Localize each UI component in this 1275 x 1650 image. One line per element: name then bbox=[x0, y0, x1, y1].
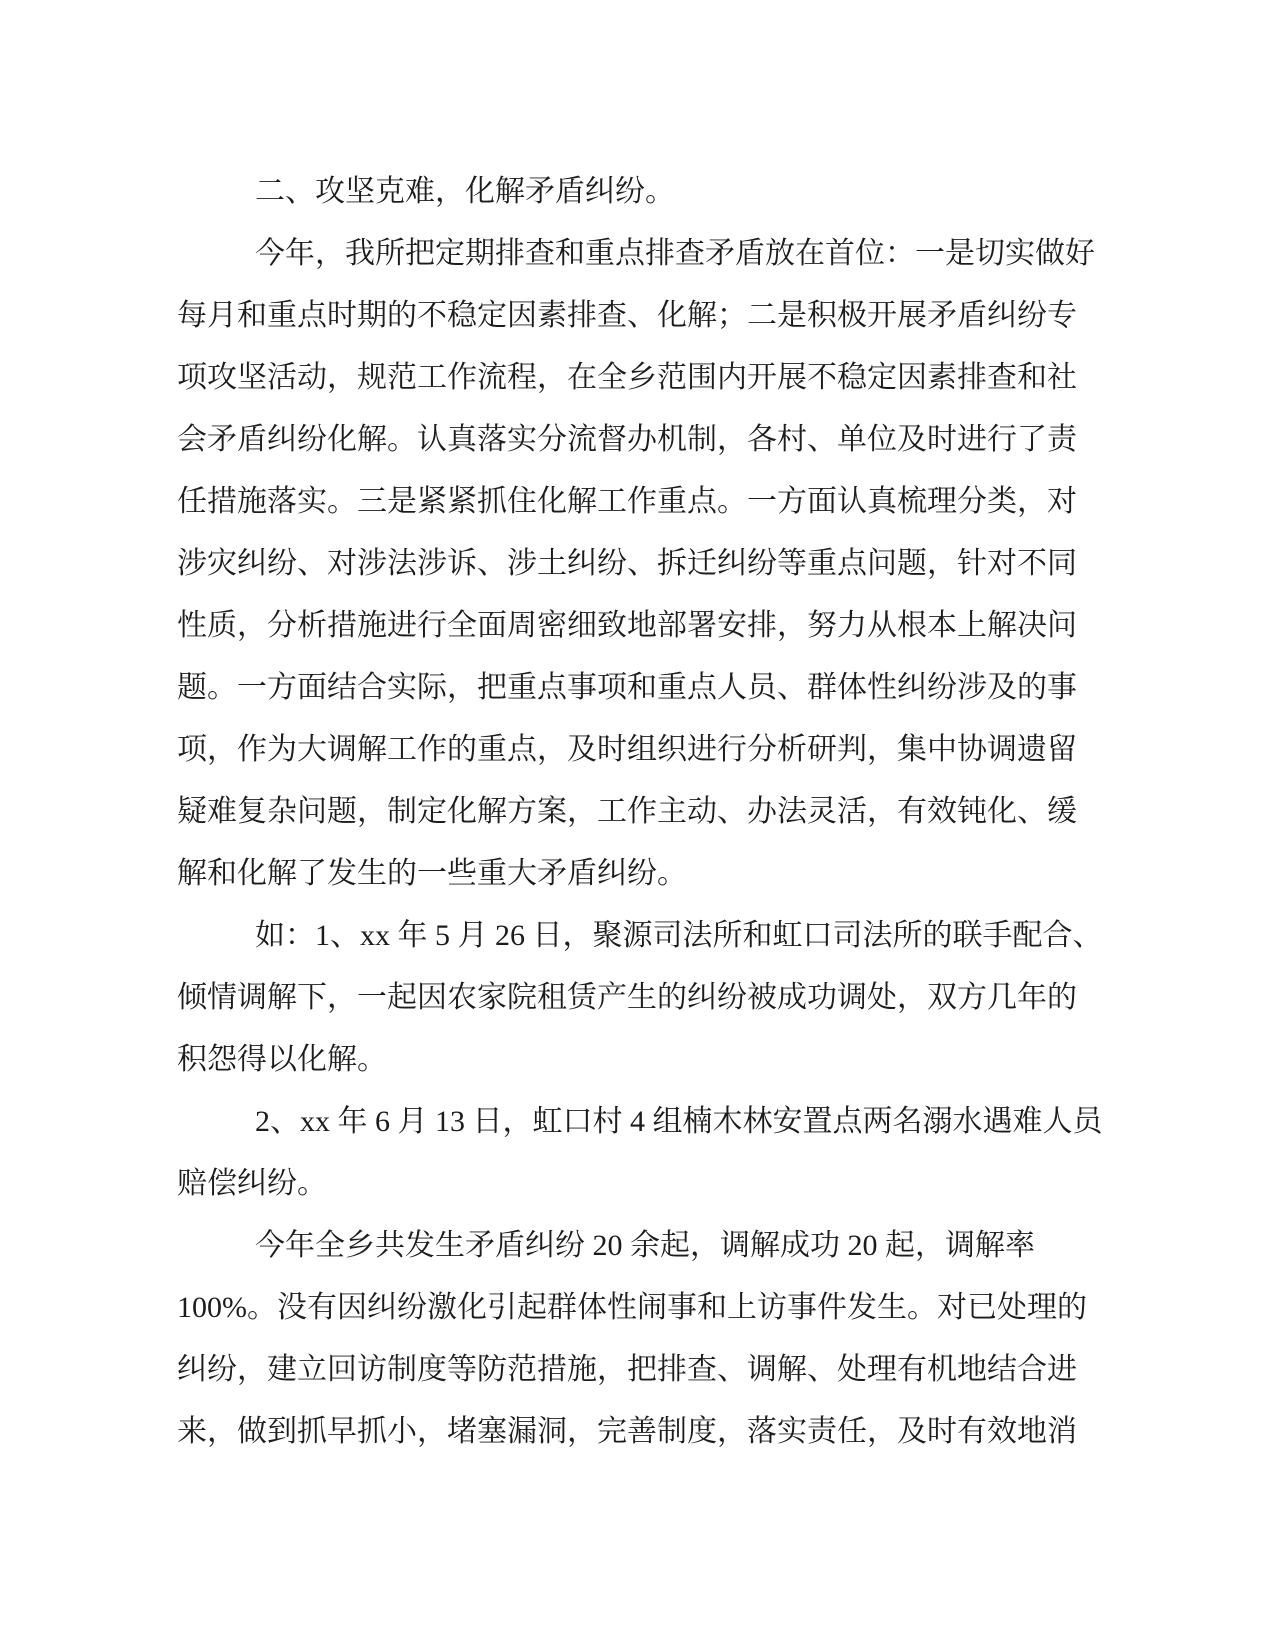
text-line: 2、xx 年 6 月 13 日，虹口村 4 组楠木林安置点两名溺水遇难人员 bbox=[255, 1105, 1103, 1138]
text-line: 今年全乡共发生矛盾纠纷 20 余起，调解成功 20 起，调解率 bbox=[255, 1229, 1035, 1262]
paragraph bbox=[177, 1215, 1098, 1463]
text-line: 今年，我所把定期排查和重点排查矛盾放在首位：一是切实做好 bbox=[255, 237, 1095, 270]
text-line: 倾情调解下，一起因农家院租赁产生的纠纷被成功调处，双方几年的 bbox=[177, 981, 1077, 1014]
text-line: 会矛盾纠纷化解。认真落实分流督办机制，各村、单位及时进行了责 bbox=[177, 423, 1077, 456]
paragraph bbox=[177, 1091, 1103, 1215]
document-text-block bbox=[177, 161, 1103, 1463]
text-line: 题。一方面结合实际，把重点事项和重点人员、群体性纠纷涉及的事 bbox=[177, 671, 1077, 704]
text-line: 项，作为大调解工作的重点，及时组织进行分析研判，集中协调遗留 bbox=[177, 733, 1077, 766]
text-line: 如：1、xx 年 5 月 26 日，聚源司法所和虹口司法所的联手配合、 bbox=[255, 919, 1103, 952]
text-line: 涉灾纠纷、对涉法涉诉、涉土纠纷、拆迁纠纷等重点问题，针对不同 bbox=[177, 547, 1077, 580]
text-line: 每月和重点时期的不稳定因素排查、化解；二是积极开展矛盾纠纷专 bbox=[177, 299, 1077, 332]
text-line: 二、攻坚克难，化解矛盾纠纷。 bbox=[255, 175, 675, 208]
paragraph bbox=[177, 905, 1103, 1091]
paragraph bbox=[177, 223, 1098, 905]
text-line: 纠纷，建立回访制度等防范措施，把排查、调解、处理有机地结合进 bbox=[177, 1353, 1077, 1386]
text-line: 积怨得以化解。 bbox=[177, 1043, 387, 1076]
text-line: 性质，分析措施进行全面周密细致地部署安排，努力从根本上解决问 bbox=[177, 609, 1077, 642]
text-line: 来，做到抓早抓小，堵塞漏洞，完善制度，落实责任，及时有效地消 bbox=[177, 1415, 1077, 1448]
text-line: 任措施落实。三是紧紧抓住化解工作重点。一方面认真梳理分类，对 bbox=[177, 485, 1077, 518]
section-heading bbox=[177, 161, 1098, 223]
text-line: 赔偿纠纷。 bbox=[177, 1167, 327, 1200]
text-line: 项攻坚活动，规范工作流程，在全乡范围内开展不稳定因素排查和社 bbox=[177, 361, 1077, 394]
text-line: 100%。没有因纠纷激化引起群体性闹事和上访事件发生。对已处理的 bbox=[177, 1291, 1087, 1324]
text-line: 解和化解了发生的一些重大矛盾纠纷。 bbox=[177, 857, 687, 890]
text-line: 疑难复杂问题，制定化解方案，工作主动、办法灵活，有效钝化、缓 bbox=[177, 795, 1077, 828]
